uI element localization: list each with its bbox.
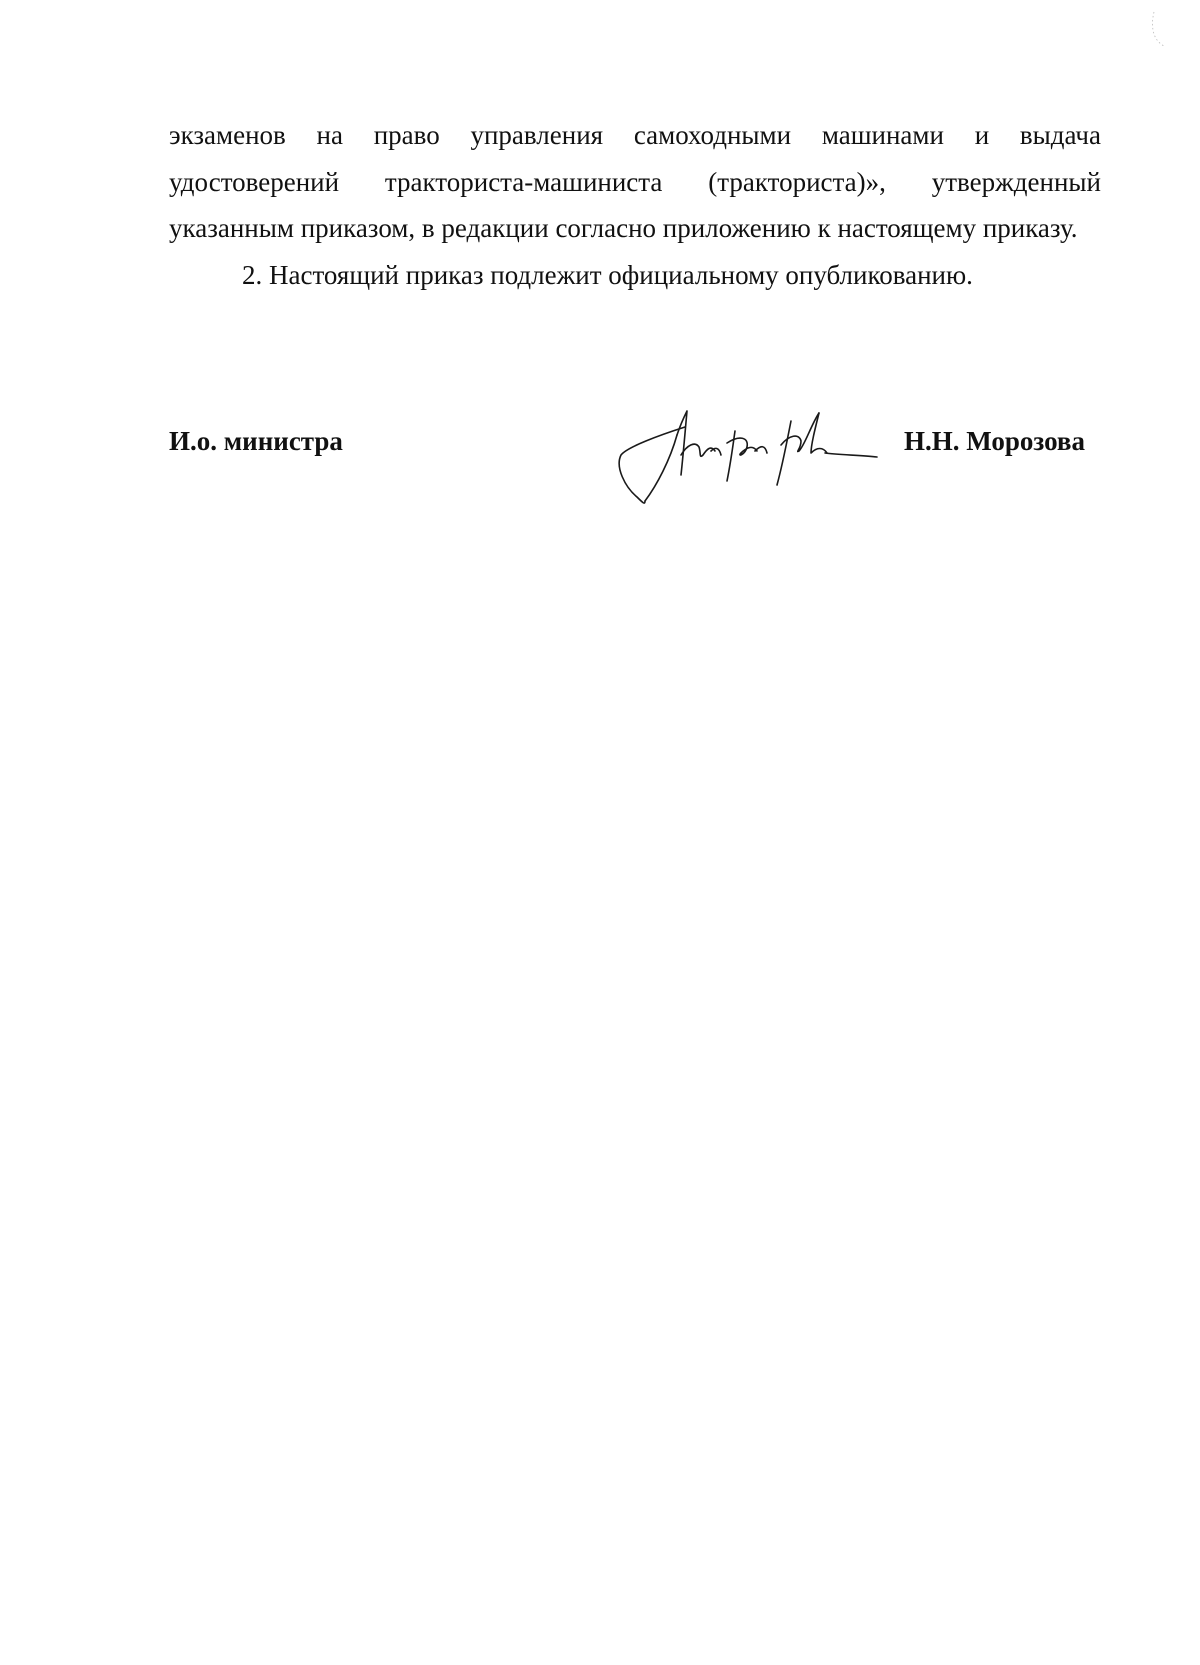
signatory-name: Н.Н. Морозова: [904, 426, 1085, 456]
document-body: [169, 112, 1101, 298]
scan-artifact: [1148, 10, 1168, 50]
paragraph-2: 2. Настоящий приказ подлежит официальному опубликованию.: [242, 259, 973, 290]
paragraph-continued: экзаменов на право управления самоходными машинами и выдача удостоверений тракториста-машиниста (тракториста)», утвержденный указанным приказом, в редакции согласно приложению к настоящему приказу.: [169, 120, 1101, 243]
handwritten-signature: [615, 405, 895, 535]
signatory-role: И.о. министра: [169, 426, 343, 456]
